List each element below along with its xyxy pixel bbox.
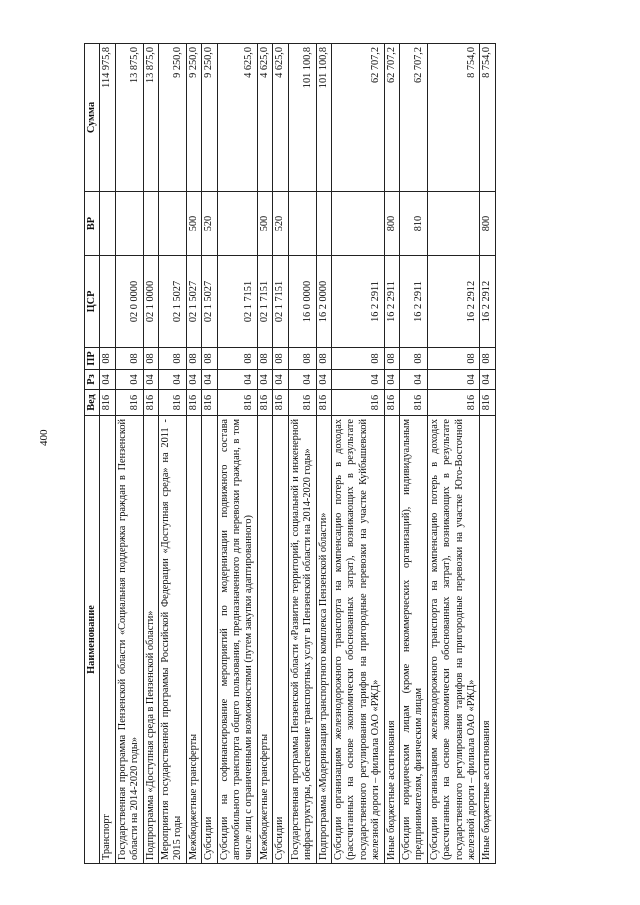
table-row xyxy=(384,44,399,864)
cell-vr: 500 xyxy=(257,192,272,256)
header-sum: Сумма xyxy=(85,44,100,192)
cell-name: Иные бюджетные ассигнования xyxy=(480,416,495,864)
cell-csr: 02 1 5027 xyxy=(159,256,187,348)
cell-name: Субсидии организациям железнодорожного транспорта на компенсацию потерь в доходах (рассчитанных на основе экономически обоснованных затрат), возникающих в результате государственного регулирования тарифов на пригородные перевозки на участке Куйбышевской железной дороги – филиала ОАО «РЖД» xyxy=(331,416,384,864)
cell-name: Государственная программа Пензенской области «Социальная поддержка граждан в Пензенской области на 2014-2020 годы» xyxy=(115,416,143,864)
cell-sum: 13 875,0 xyxy=(143,44,158,192)
table-row xyxy=(186,44,201,864)
cell-vr xyxy=(288,192,316,256)
rotated-page-content xyxy=(84,44,550,864)
cell-name: Субсидии организациям железнодорожного транспорта на компенсацию потерь в доходах (рассчитанных на основе экономически обоснованных затрат), возникающих в результате государственного регулирования тарифов на пригородные перевозки на участке Юго-Восточной железной дороги – филиала ОАО «РЖД» xyxy=(427,416,480,864)
cell-rz: 04 xyxy=(202,370,217,390)
cell-pr: 08 xyxy=(186,348,201,370)
cell-rz: 04 xyxy=(143,370,158,390)
cell-ved: 816 xyxy=(186,390,201,416)
cell-rz: 04 xyxy=(480,370,495,390)
cell-vr xyxy=(143,192,158,256)
cell-sum: 62 707,2 xyxy=(399,44,427,192)
cell-ved: 816 xyxy=(100,390,115,416)
cell-rz: 04 xyxy=(384,370,399,390)
cell-pr: 08 xyxy=(399,348,427,370)
cell-ved: 816 xyxy=(217,390,257,416)
cell-ved: 816 xyxy=(202,390,217,416)
cell-pr: 08 xyxy=(159,348,187,370)
cell-csr: 02 1 7151 xyxy=(273,256,288,348)
header-rz: Рз xyxy=(85,370,100,390)
table-row xyxy=(273,44,288,864)
cell-rz: 04 xyxy=(217,370,257,390)
cell-vr: 800 xyxy=(480,192,495,256)
page-number: 400 xyxy=(38,429,50,446)
table-row xyxy=(316,44,331,864)
header-ved: Вед xyxy=(85,390,100,416)
cell-vr xyxy=(316,192,331,256)
cell-ved: 816 xyxy=(143,390,158,416)
cell-name: Мероприятия государственной программы Российской Федерации «Доступная среда» на 2011 - 2015 годы xyxy=(159,416,187,864)
cell-ved: 816 xyxy=(288,390,316,416)
cell-rz: 04 xyxy=(186,370,201,390)
cell-pr: 08 xyxy=(100,348,115,370)
cell-rz: 04 xyxy=(100,370,115,390)
cell-pr: 08 xyxy=(480,348,495,370)
cell-sum: 4 625,0 xyxy=(217,44,257,192)
cell-sum: 9 250,0 xyxy=(159,44,187,192)
cell-ved: 816 xyxy=(399,390,427,416)
cell-csr: 02 1 7151 xyxy=(217,256,257,348)
table-row xyxy=(143,44,158,864)
table-row xyxy=(217,44,257,864)
cell-csr: 16 0 0000 xyxy=(288,256,316,348)
cell-pr: 08 xyxy=(384,348,399,370)
cell-vr xyxy=(100,192,115,256)
cell-vr xyxy=(217,192,257,256)
cell-name: Транспорт xyxy=(100,416,115,864)
cell-ved: 816 xyxy=(331,390,384,416)
cell-sum: 13 875,0 xyxy=(115,44,143,192)
cell-csr: 16 2 0000 xyxy=(316,256,331,348)
cell-ved: 816 xyxy=(480,390,495,416)
cell-csr: 02 1 0000 xyxy=(143,256,158,348)
cell-sum: 4 625,0 xyxy=(257,44,272,192)
cell-name: Государственная программа Пензенской области «Развитие территорий, социальной и инженерной инфраструктуры, обеспечение транспортных услуг в Пензенской области на 2014-2020 годы» xyxy=(288,416,316,864)
cell-csr: 02 1 5027 xyxy=(202,256,217,348)
cell-ved: 816 xyxy=(257,390,272,416)
cell-pr: 08 xyxy=(427,348,480,370)
cell-pr: 08 xyxy=(331,348,384,370)
header-vr: ВР xyxy=(85,192,100,256)
cell-name: Субсидии на софинансирование мероприятий по модернизации подвижного состава автомобильного транспорта общего пользования, предназначенного для перевозки граждан, в том числе лиц с ограниченными возможностями (путем закупки адаптированного) xyxy=(217,416,257,864)
table-row xyxy=(202,44,217,864)
cell-name: Подпрограмма «Доступная среда в Пензенской области» xyxy=(143,416,158,864)
cell-vr: 800 xyxy=(384,192,399,256)
cell-pr: 08 xyxy=(316,348,331,370)
table-row xyxy=(427,44,480,864)
cell-csr xyxy=(100,256,115,348)
cell-vr xyxy=(427,192,480,256)
cell-rz: 04 xyxy=(316,370,331,390)
cell-pr: 08 xyxy=(143,348,158,370)
cell-vr: 810 xyxy=(399,192,427,256)
table-header-row xyxy=(85,44,100,864)
table-row xyxy=(159,44,187,864)
cell-name: Межбюджетные трансферты xyxy=(257,416,272,864)
cell-csr: 16 2 2912 xyxy=(480,256,495,348)
cell-ved: 816 xyxy=(273,390,288,416)
table-row xyxy=(257,44,272,864)
table-row xyxy=(115,44,143,864)
cell-rz: 04 xyxy=(257,370,272,390)
cell-name: Субсидии xyxy=(202,416,217,864)
cell-pr: 08 xyxy=(202,348,217,370)
cell-vr: 520 xyxy=(273,192,288,256)
cell-csr: 02 1 5027 xyxy=(186,256,201,348)
cell-pr: 08 xyxy=(288,348,316,370)
cell-rz: 04 xyxy=(399,370,427,390)
cell-pr: 08 xyxy=(217,348,257,370)
cell-name: Межбюджетные трансферты xyxy=(186,416,201,864)
cell-sum: 9 250,0 xyxy=(186,44,201,192)
cell-csr: 16 2 2912 xyxy=(427,256,480,348)
table-row xyxy=(331,44,384,864)
cell-ved: 816 xyxy=(384,390,399,416)
cell-pr: 08 xyxy=(115,348,143,370)
cell-sum: 101 100,8 xyxy=(288,44,316,192)
cell-ved: 816 xyxy=(316,390,331,416)
budget-table xyxy=(84,43,496,864)
cell-ved: 816 xyxy=(427,390,480,416)
cell-rz: 04 xyxy=(288,370,316,390)
cell-sum: 8 754,0 xyxy=(480,44,495,192)
cell-sum: 9 250,0 xyxy=(202,44,217,192)
cell-sum: 101 100,8 xyxy=(316,44,331,192)
cell-vr: 520 xyxy=(202,192,217,256)
header-csr: ЦСР xyxy=(85,256,100,348)
table-row xyxy=(100,44,115,864)
cell-name: Иные бюджетные ассигнования xyxy=(384,416,399,864)
cell-csr: 16 2 2911 xyxy=(384,256,399,348)
header-pr: ПР xyxy=(85,348,100,370)
cell-rz: 04 xyxy=(273,370,288,390)
cell-pr: 08 xyxy=(273,348,288,370)
cell-csr: 16 2 2911 xyxy=(331,256,384,348)
cell-sum: 114 975,8 xyxy=(100,44,115,192)
cell-ved: 816 xyxy=(115,390,143,416)
cell-name: Подпрограмма «Модернизация транспортного комплекса Пензенской области» xyxy=(316,416,331,864)
table-row xyxy=(288,44,316,864)
cell-vr: 500 xyxy=(186,192,201,256)
cell-ved: 816 xyxy=(159,390,187,416)
table-body xyxy=(100,44,495,864)
cell-vr xyxy=(331,192,384,256)
cell-rz: 04 xyxy=(427,370,480,390)
cell-sum: 62 707,2 xyxy=(331,44,384,192)
cell-csr: 16 2 2911 xyxy=(399,256,427,348)
table-row xyxy=(480,44,495,864)
cell-vr xyxy=(159,192,187,256)
cell-rz: 04 xyxy=(159,370,187,390)
cell-vr xyxy=(115,192,143,256)
cell-rz: 04 xyxy=(115,370,143,390)
cell-name: Субсидии xyxy=(273,416,288,864)
cell-csr: 02 1 7151 xyxy=(257,256,272,348)
cell-csr: 02 0 0000 xyxy=(115,256,143,348)
cell-sum: 4 625,0 xyxy=(273,44,288,192)
cell-sum: 8 754,0 xyxy=(427,44,480,192)
table-row xyxy=(399,44,427,864)
cell-sum: 62 707,2 xyxy=(384,44,399,192)
cell-rz: 04 xyxy=(331,370,384,390)
header-name: Наименование xyxy=(85,416,100,864)
cell-pr: 08 xyxy=(257,348,272,370)
cell-name: Субсидии юридическим лицам (кроме некоммерческих организаций), индивидуальным предпринимателям, физическим лицам xyxy=(399,416,427,864)
